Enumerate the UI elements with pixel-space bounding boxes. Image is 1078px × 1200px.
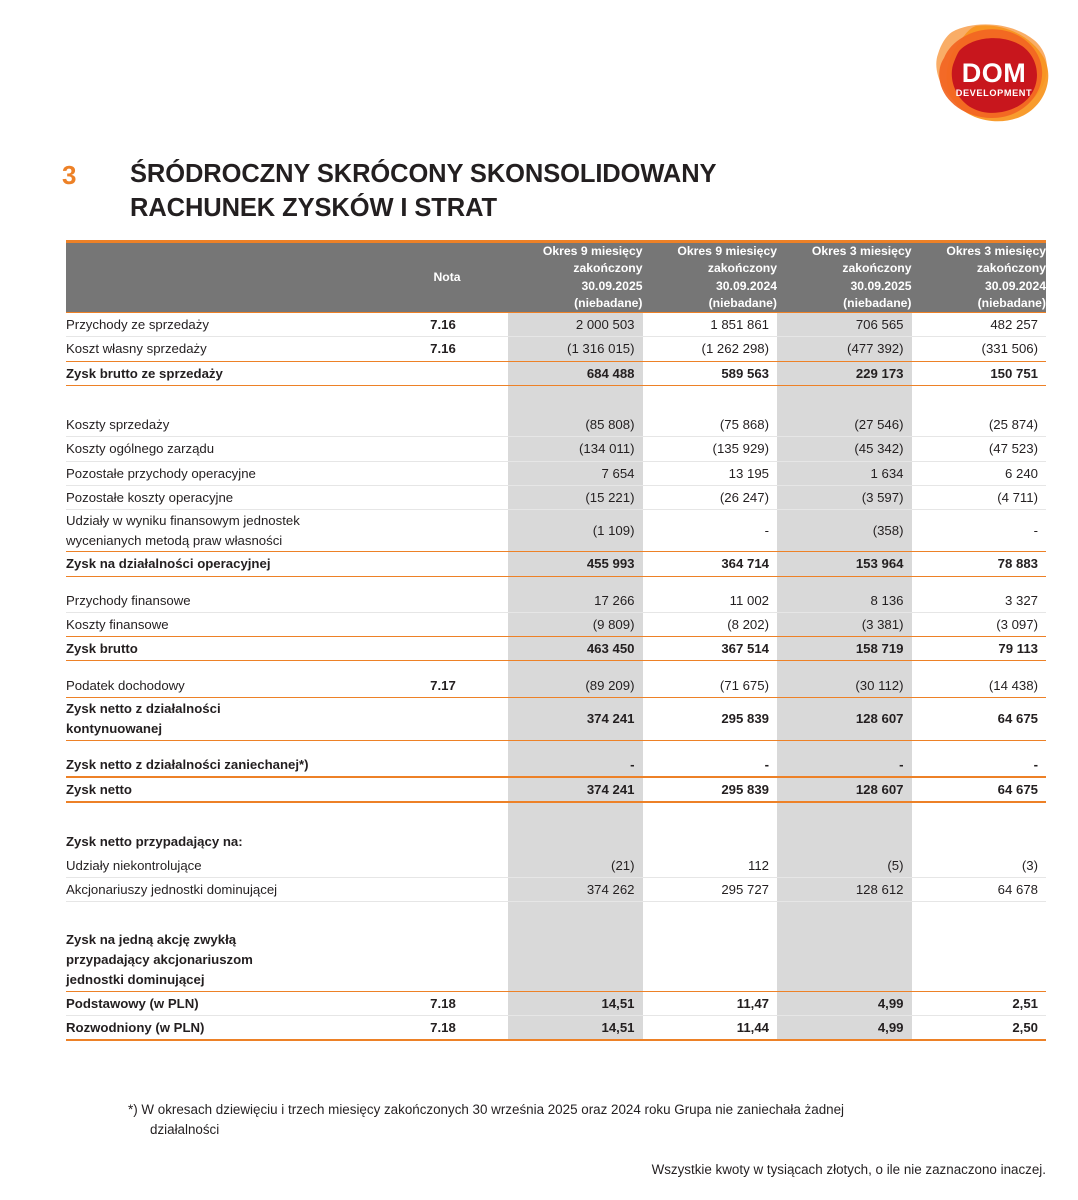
spacer-cell — [66, 901, 386, 929]
row-value-3: 153 964 — [777, 552, 912, 576]
spacer-cell — [912, 740, 1047, 753]
table-row — [66, 637, 1046, 661]
spacer-cell — [912, 802, 1047, 830]
table-row — [66, 337, 1046, 361]
header-col-3-line-4: (niebadane) — [843, 295, 912, 310]
row-value-4: (47 523) — [912, 437, 1047, 461]
header-col-2-line-4: (niebadane) — [708, 295, 777, 310]
row-nota: 7.16 — [386, 313, 508, 337]
row-value-1: 374 262 — [508, 877, 643, 901]
table-row — [66, 589, 1046, 613]
income-statement-table — [66, 240, 1046, 1041]
row-label-line-2: kontynuowanej — [66, 720, 162, 736]
row-nota — [386, 929, 508, 991]
row-value-4: (4 711) — [912, 485, 1047, 509]
row-value-2: 295 727 — [643, 877, 778, 901]
row-value-4: (14 438) — [912, 674, 1047, 698]
row-value-1: 374 241 — [508, 698, 643, 741]
row-value-3 — [777, 830, 912, 853]
spacer-cell — [386, 576, 508, 589]
svg-text:DOM: DOM — [961, 58, 1027, 88]
row-value-2 — [643, 929, 778, 991]
table-row — [66, 313, 1046, 337]
header-col-4-line-1: Okres 3 miesięcy — [946, 244, 1046, 258]
row-value-4: (3) — [912, 854, 1047, 878]
spacer-cell — [643, 740, 778, 753]
row-value-1: 374 241 — [508, 777, 643, 802]
spacer-cell — [508, 385, 643, 413]
section-title-line-2: RACHUNEK ZYSKÓW I STRAT — [130, 193, 497, 222]
row-label: Zysk brutto ze sprzedaży — [66, 361, 386, 385]
spacer-row — [66, 661, 1046, 674]
table-row — [66, 485, 1046, 509]
currency-note: Wszystkie kwoty w tysiącach złotych, o ile nie zaznaczono inaczej. — [651, 1162, 1046, 1177]
header-col-3-line-2: zakończony — [842, 261, 912, 276]
header-col-2 — [643, 242, 778, 313]
row-value-1: 14,51 — [508, 991, 643, 1015]
row-value-4: - — [912, 753, 1047, 777]
row-nota: 7.18 — [386, 1015, 508, 1040]
spacer-cell — [508, 740, 643, 753]
spacer-cell — [386, 740, 508, 753]
row-value-4: 482 257 — [912, 313, 1047, 337]
spacer-cell — [777, 661, 912, 674]
row-value-1: 2 000 503 — [508, 313, 643, 337]
spacer-cell — [777, 576, 912, 589]
spacer-cell — [777, 740, 912, 753]
spacer-cell — [643, 901, 778, 929]
spacer-cell — [777, 802, 912, 830]
row-label: Koszt własny sprzedaży — [66, 337, 386, 361]
row-nota — [386, 637, 508, 661]
row-value-3: 128 607 — [777, 698, 912, 741]
row-label: Rozwodniony (w PLN) — [66, 1015, 386, 1040]
header-col-1-line-3: 30.09.2025 — [581, 278, 643, 293]
row-nota — [386, 361, 508, 385]
row-value-3: (45 342) — [777, 437, 912, 461]
row-nota — [386, 854, 508, 878]
row-value-2: 364 714 — [643, 552, 778, 576]
row-value-1: (134 011) — [508, 437, 643, 461]
row-nota: 7.16 — [386, 337, 508, 361]
row-label: Zysk netto — [66, 777, 386, 802]
header-col-4-line-2: zakończony — [976, 261, 1046, 276]
row-nota — [386, 830, 508, 853]
spacer-cell — [643, 802, 778, 830]
row-value-2: 589 563 — [643, 361, 778, 385]
row-nota — [386, 485, 508, 509]
header-label — [66, 242, 386, 313]
row-value-4 — [912, 830, 1047, 853]
row-value-3: 4,99 — [777, 991, 912, 1015]
table-row — [66, 929, 1046, 991]
row-value-4: 150 751 — [912, 361, 1047, 385]
spacer-row — [66, 740, 1046, 753]
row-value-3: (5) — [777, 854, 912, 878]
spacer-cell — [912, 576, 1047, 589]
spacer-cell — [386, 901, 508, 929]
row-value-2: (71 675) — [643, 674, 778, 698]
row-value-3: 158 719 — [777, 637, 912, 661]
footnote — [128, 1100, 1058, 1141]
header-col-3 — [777, 242, 912, 313]
income-statement-table-wrapper — [66, 240, 1046, 1041]
row-label: Przychody finansowe — [66, 589, 386, 613]
row-value-3: 128 612 — [777, 877, 912, 901]
header-col-2-line-1: Okres 9 miesięcy — [677, 244, 777, 258]
table-row — [66, 991, 1046, 1015]
page-title — [62, 158, 1012, 226]
row-value-1: (21) — [508, 854, 643, 878]
row-value-3: - — [777, 753, 912, 777]
row-value-2: (8 202) — [643, 613, 778, 637]
spacer-cell — [508, 802, 643, 830]
row-nota — [386, 777, 508, 802]
row-value-2: 1 851 861 — [643, 313, 778, 337]
row-value-2: (1 262 298) — [643, 337, 778, 361]
row-label — [66, 929, 386, 991]
table-row — [66, 877, 1046, 901]
row-value-1: 463 450 — [508, 637, 643, 661]
row-label: Koszty ogólnego zarządu — [66, 437, 386, 461]
row-value-4: 64 675 — [912, 698, 1047, 741]
table-row — [66, 854, 1046, 878]
row-value-4: 6 240 — [912, 461, 1047, 485]
section-title-line-1: ŚRÓDROCZNY SKRÓCONY SKONSOLIDOWANY — [130, 160, 717, 188]
table-row — [66, 674, 1046, 698]
logo-graphic — [916, 14, 1064, 136]
row-value-4: 78 883 — [912, 552, 1047, 576]
row-value-3: (30 112) — [777, 674, 912, 698]
spacer-cell — [912, 385, 1047, 413]
header-col-2-line-2: zakończony — [707, 261, 777, 276]
spacer-row — [66, 576, 1046, 589]
row-value-2: 11,44 — [643, 1015, 778, 1040]
row-value-1: 684 488 — [508, 361, 643, 385]
row-value-3: 8 136 — [777, 589, 912, 613]
spacer-row — [66, 901, 1046, 929]
row-value-1 — [508, 830, 643, 853]
table-row — [66, 552, 1046, 576]
header-col-4-line-4: (niebadane) — [977, 295, 1046, 310]
row-label: Zysk netto z działalności zaniechanej*) — [66, 753, 386, 777]
row-nota — [386, 509, 508, 552]
row-label: Podstawowy (w PLN) — [66, 991, 386, 1015]
row-value-3: 128 607 — [777, 777, 912, 802]
table-row — [66, 437, 1046, 461]
header-col-2-line-3: 30.09.2024 — [716, 278, 777, 293]
row-label-line-1: Zysk netto z działalności — [66, 701, 221, 717]
row-value-1: (85 808) — [508, 413, 643, 437]
row-nota — [386, 698, 508, 741]
spacer-cell — [386, 802, 508, 830]
row-label — [66, 698, 386, 741]
row-value-4: (3 097) — [912, 613, 1047, 637]
row-label: Zysk netto przypadający na: — [66, 834, 243, 850]
row-value-3 — [777, 929, 912, 991]
row-value-2: 295 839 — [643, 777, 778, 802]
row-label-line-2: przypadający akcjonariuszom — [66, 952, 253, 968]
spacer-cell — [643, 661, 778, 674]
row-value-3: 4,99 — [777, 1015, 912, 1040]
row-nota — [386, 437, 508, 461]
row-value-2 — [643, 830, 778, 853]
row-value-1: 17 266 — [508, 589, 643, 613]
row-label: Pozostałe koszty operacyjne — [66, 485, 386, 509]
row-value-4: 79 113 — [912, 637, 1047, 661]
table-row — [66, 830, 1046, 853]
spacer-cell — [508, 901, 643, 929]
spacer-row — [66, 802, 1046, 830]
footnote-line-2: działalności — [150, 1122, 220, 1138]
row-value-1: 7 654 — [508, 461, 643, 485]
row-value-4: (25 874) — [912, 413, 1047, 437]
header-col-3-line-1: Okres 3 miesięcy — [811, 244, 912, 258]
header-col-1-line-4: (niebadane) — [574, 295, 643, 310]
row-value-3: (27 546) — [777, 413, 912, 437]
header-nota: Nota — [386, 242, 508, 313]
row-nota — [386, 552, 508, 576]
table-row — [66, 361, 1046, 385]
row-label: Akcjonariuszy jednostki dominującej — [66, 877, 386, 901]
row-value-3: (3 597) — [777, 485, 912, 509]
row-value-1 — [508, 929, 643, 991]
header-col-3-line-3: 30.09.2025 — [850, 278, 912, 293]
row-value-1: - — [508, 753, 643, 777]
row-nota — [386, 753, 508, 777]
spacer-cell — [912, 661, 1047, 674]
spacer-cell — [912, 901, 1047, 929]
dom-development-logo — [916, 14, 1064, 136]
spacer-cell — [66, 740, 386, 753]
table-row — [66, 413, 1046, 437]
section-title — [130, 158, 716, 226]
header-col-1-line-2: zakończony — [573, 261, 643, 276]
section-number: 3 — [62, 160, 77, 190]
row-value-4: 64 675 — [912, 777, 1047, 802]
spacer-cell — [508, 576, 643, 589]
row-label-line-1: Udziały w wyniku finansowym jednostek — [66, 512, 300, 528]
header-col-4 — [912, 242, 1047, 313]
row-label: Zysk na działalności operacyjnej — [66, 552, 386, 576]
table-row — [66, 753, 1046, 777]
row-nota — [386, 589, 508, 613]
spacer-cell — [386, 661, 508, 674]
row-nota — [386, 461, 508, 485]
row-label: Pozostałe przychody operacyjne — [66, 461, 386, 485]
row-label: Zysk brutto — [66, 637, 386, 661]
row-value-3: (3 381) — [777, 613, 912, 637]
spacer-cell — [777, 901, 912, 929]
spacer-cell — [777, 385, 912, 413]
row-label-line-3: jednostki dominującej — [66, 971, 205, 987]
row-value-4: 2,50 — [912, 1015, 1047, 1040]
row-nota: 7.18 — [386, 991, 508, 1015]
header-col-1-line-1: Okres 9 miesięcy — [542, 244, 643, 258]
row-value-2: 295 839 — [643, 698, 778, 741]
row-value-2: (75 868) — [643, 413, 778, 437]
header-col-1 — [508, 242, 643, 313]
footnote-line-1: *) W okresach dziewięciu i trzech miesięcy zakończonych 30 września 2025 oraz 2024 roku Grupa nie zaniechała żadnej — [128, 1102, 845, 1117]
table-row — [66, 777, 1046, 802]
svg-text:DEVELOPMENT: DEVELOPMENT — [955, 88, 1033, 98]
row-label-line-1: Zysk na jedną akcję zwykłą — [66, 932, 237, 948]
row-value-1: 14,51 — [508, 1015, 643, 1040]
table-header-row — [66, 242, 1046, 313]
spacer-cell — [66, 576, 386, 589]
row-label: Przychody ze sprzedaży — [66, 313, 386, 337]
row-label: Koszty sprzedaży — [66, 413, 386, 437]
row-value-4: 3 327 — [912, 589, 1047, 613]
table-row — [66, 461, 1046, 485]
row-label: Podatek dochodowy — [66, 674, 386, 698]
table-row — [66, 1015, 1046, 1040]
table-row — [66, 698, 1046, 741]
row-value-3: 229 173 — [777, 361, 912, 385]
row-label: Udziały niekontrolujące — [66, 854, 386, 878]
row-value-3: (477 392) — [777, 337, 912, 361]
row-nota: 7.17 — [386, 674, 508, 698]
spacer-cell — [66, 661, 386, 674]
row-value-1: (9 809) — [508, 613, 643, 637]
header-col-4-line-3: 30.09.2024 — [985, 278, 1046, 293]
spacer-cell — [643, 576, 778, 589]
row-value-2: 11 002 — [643, 589, 778, 613]
row-value-2: 13 195 — [643, 461, 778, 485]
row-label-line-2: wycenianych metodą praw własności — [66, 532, 283, 548]
row-value-1: 455 993 — [508, 552, 643, 576]
row-nota — [386, 877, 508, 901]
row-value-2: - — [643, 509, 778, 552]
spacer-cell — [66, 385, 386, 413]
row-value-2: (26 247) — [643, 485, 778, 509]
row-value-3: (358) — [777, 509, 912, 552]
row-nota — [386, 613, 508, 637]
row-label — [66, 509, 386, 552]
row-value-4: 2,51 — [912, 991, 1047, 1015]
spacer-cell — [508, 661, 643, 674]
row-value-4 — [912, 929, 1047, 991]
row-label: Koszty finansowe — [66, 613, 386, 637]
row-value-1: (89 209) — [508, 674, 643, 698]
row-value-1: (15 221) — [508, 485, 643, 509]
spacer-cell — [643, 385, 778, 413]
table-row — [66, 509, 1046, 552]
row-value-3: 1 634 — [777, 461, 912, 485]
row-value-1: (1 109) — [508, 509, 643, 552]
row-value-2: (135 929) — [643, 437, 778, 461]
spacer-row — [66, 385, 1046, 413]
row-value-3: 706 565 — [777, 313, 912, 337]
row-value-2: 11,47 — [643, 991, 778, 1015]
row-value-4: 64 678 — [912, 877, 1047, 901]
row-value-4: - — [912, 509, 1047, 552]
spacer-cell — [66, 802, 386, 830]
row-value-2: 112 — [643, 854, 778, 878]
row-value-4: (331 506) — [912, 337, 1047, 361]
spacer-cell — [386, 385, 508, 413]
row-nota — [386, 413, 508, 437]
table-row — [66, 613, 1046, 637]
row-value-2: - — [643, 753, 778, 777]
row-value-1: (1 316 015) — [508, 337, 643, 361]
row-value-2: 367 514 — [643, 637, 778, 661]
